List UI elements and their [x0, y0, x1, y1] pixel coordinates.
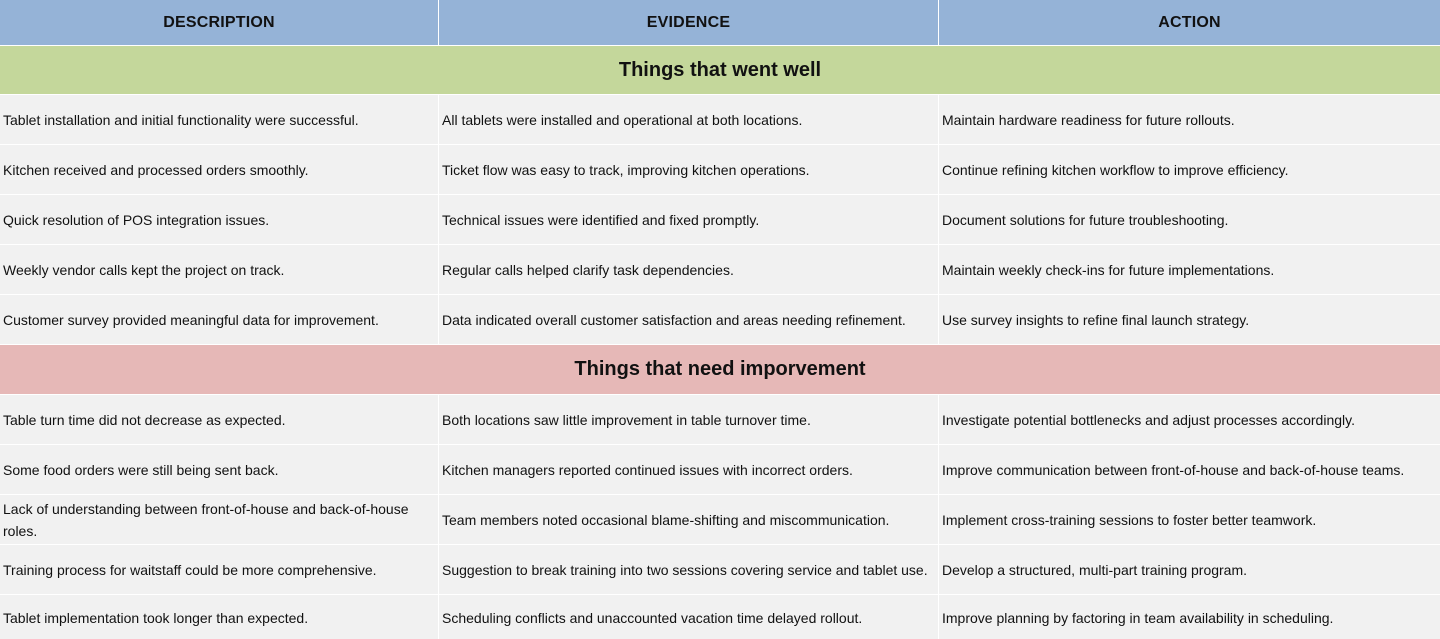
description-cell[interactable]: Table turn time did not decrease as expected. — [0, 395, 439, 445]
table-row — [0, 595, 1440, 639]
action-cell[interactable]: Develop a structured, multi-part training program. — [939, 545, 1440, 595]
section-needs-improvement-title[interactable]: Things that need imporvement — [0, 345, 1440, 395]
header-action[interactable]: ACTION — [939, 0, 1440, 46]
table-row — [0, 145, 1440, 195]
header-evidence[interactable]: EVIDENCE — [439, 0, 939, 46]
evidence-cell[interactable]: Team members noted occasional blame-shifting and miscommunication. — [439, 495, 939, 545]
action-cell[interactable]: Maintain weekly check-ins for future implementations. — [939, 245, 1440, 295]
description-cell[interactable]: Training process for waitstaff could be more comprehensive. — [0, 545, 439, 595]
action-cell[interactable]: Continue refining kitchen workflow to improve efficiency. — [939, 145, 1440, 195]
description-cell[interactable]: Lack of understanding between front-of-house and back-of-house roles. — [0, 495, 439, 545]
description-cell[interactable]: Quick resolution of POS integration issues. — [0, 195, 439, 245]
action-cell[interactable]: Improve communication between front-of-house and back-of-house teams. — [939, 445, 1440, 495]
evidence-cell[interactable]: All tablets were installed and operational at both locations. — [439, 95, 939, 145]
evidence-cell[interactable]: Ticket flow was easy to track, improving kitchen operations. — [439, 145, 939, 195]
evidence-cell[interactable]: Scheduling conflicts and unaccounted vacation time delayed rollout. — [439, 595, 939, 639]
evidence-cell[interactable]: Regular calls helped clarify task dependencies. — [439, 245, 939, 295]
description-cell[interactable]: Some food orders were still being sent back. — [0, 445, 439, 495]
action-cell[interactable]: Improve planning by factoring in team availability in scheduling. — [939, 595, 1440, 639]
evidence-cell[interactable]: Both locations saw little improvement in table turnover time. — [439, 395, 939, 445]
header-description[interactable]: DESCRIPTION — [0, 0, 439, 46]
action-cell[interactable]: Implement cross-training sessions to foster better teamwork. — [939, 495, 1440, 545]
table-row — [0, 395, 1440, 445]
table-row — [0, 95, 1440, 145]
description-cell[interactable]: Weekly vendor calls kept the project on track. — [0, 245, 439, 295]
description-cell[interactable]: Kitchen received and processed orders smoothly. — [0, 145, 439, 195]
table-row — [0, 495, 1440, 545]
table-row — [0, 195, 1440, 245]
action-cell[interactable]: Investigate potential bottlenecks and adjust processes accordingly. — [939, 395, 1440, 445]
evidence-cell[interactable]: Data indicated overall customer satisfaction and areas needing refinement. — [439, 295, 939, 345]
description-cell[interactable]: Tablet installation and initial functionality were successful. — [0, 95, 439, 145]
table-row — [0, 295, 1440, 345]
evidence-cell[interactable]: Suggestion to break training into two sessions covering service and tablet use. — [439, 545, 939, 595]
action-cell[interactable]: Maintain hardware readiness for future rollouts. — [939, 95, 1440, 145]
table-row — [0, 445, 1440, 495]
table-row — [0, 545, 1440, 595]
action-cell[interactable]: Document solutions for future troubleshooting. — [939, 195, 1440, 245]
table-header — [0, 0, 1440, 46]
description-cell[interactable]: Customer survey provided meaningful data for improvement. — [0, 295, 439, 345]
section-went-well-title[interactable]: Things that went well — [0, 46, 1440, 95]
description-cell[interactable]: Tablet implementation took longer than expected. — [0, 595, 439, 639]
evidence-cell[interactable]: Kitchen managers reported continued issues with incorrect orders. — [439, 445, 939, 495]
evidence-cell[interactable]: Technical issues were identified and fixed promptly. — [439, 195, 939, 245]
table-row — [0, 245, 1440, 295]
action-cell[interactable]: Use survey insights to refine final launch strategy. — [939, 295, 1440, 345]
